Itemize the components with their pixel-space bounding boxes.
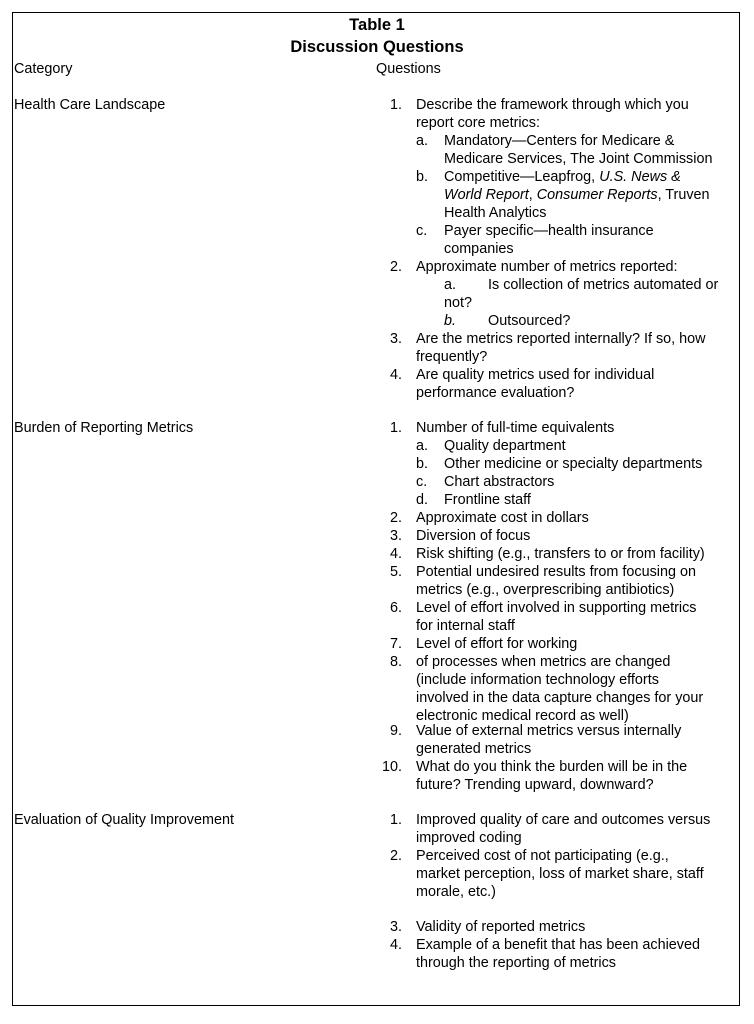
question-text: Level of effort for working (416, 636, 578, 652)
question-number: 4. (389, 937, 402, 953)
question-number: 8. (389, 654, 402, 670)
question-number: 2. (389, 848, 402, 864)
table-subtitle: Discussion Questions (290, 38, 464, 56)
question-text: Potential undesired results from focusing on (416, 564, 696, 580)
question-text: future? Trending upward, downward? (416, 777, 654, 793)
sub-item-text: Is collection of metrics automated or (488, 277, 719, 293)
question-number: 3. (389, 528, 402, 544)
question-number: 3. (389, 331, 402, 347)
sub-item-text: Chart abstractors (444, 474, 555, 490)
table-title: Table 1 (349, 16, 405, 34)
sub-item-text: Health Analytics (444, 205, 547, 221)
sub-item-text: Competitive—Leapfrog, U.S. News & (444, 169, 681, 185)
sub-item-text: Other medicine or specialty departments (444, 456, 703, 472)
sub-item-label: c. (416, 474, 428, 490)
question-text: (include information technology efforts (416, 672, 659, 688)
question-text: through the reporting of metrics (416, 955, 616, 971)
question-number: 1. (389, 812, 402, 828)
sub-item-text: Payer specific—health insurance (444, 223, 654, 239)
question-text: metrics (e.g., overprescribing antibiotics) (416, 582, 675, 598)
question-text: morale, etc.) (416, 884, 496, 900)
question-number: 4. (389, 367, 402, 383)
question-text: generated metrics (416, 741, 532, 757)
question-text: report core metrics: (416, 115, 540, 131)
question-text: Risk shifting (e.g., transfers to or from facility) (416, 546, 705, 562)
question-text: What do you think the burden will be in the (416, 759, 688, 775)
question-text: Approximate cost in dollars (416, 510, 589, 526)
sub-item-label: c. (416, 223, 428, 239)
question-text: improved coding (416, 830, 522, 846)
sub-item-label: b. (444, 313, 457, 329)
question-number: 1. (389, 420, 402, 436)
category-health-care-landscape: Health Care Landscape (14, 97, 166, 113)
sub-item-text: not? (444, 295, 473, 311)
question-text: Approximate number of metrics reported: (416, 259, 678, 275)
question-text: Are the metrics reported internally? If so, how (416, 331, 706, 347)
category-burden-of-reporting-metrics: Burden of Reporting Metrics (14, 420, 194, 436)
sub-item-label: b. (416, 456, 429, 472)
question-text: Example of a benefit that has been achieved (416, 937, 701, 953)
sub-item-text: Quality department (444, 438, 566, 454)
question-text: for internal staff (416, 618, 515, 634)
question-text: market perception, loss of market share, staff (416, 866, 704, 882)
category-evaluation-of-quality-improvement: Evaluation of Quality Improvement (14, 812, 234, 828)
question-number: 10. (381, 759, 402, 775)
question-number: 2. (389, 510, 402, 526)
question-number: 7. (389, 636, 402, 652)
sub-item-label: a. (416, 438, 429, 454)
question-number: 1. (389, 97, 402, 113)
question-number: 4. (389, 546, 402, 562)
sub-item-text: Mandatory—Centers for Medicare & (444, 133, 675, 149)
question-number: 3. (389, 919, 402, 935)
column-header-category: Category (14, 61, 73, 77)
column-header-questions: Questions (376, 61, 441, 77)
question-text: Diversion of focus (416, 528, 531, 544)
question-text: performance evaluation? (416, 385, 575, 401)
sub-item-text: Outsourced? (488, 313, 571, 329)
sub-item-label: a. (416, 133, 429, 149)
sub-item-label: b. (416, 169, 429, 185)
question-text: Number of full-time equivalents (416, 420, 615, 436)
question-text: Are quality metrics used for individual (416, 367, 655, 383)
question-text: Validity of reported metrics (416, 919, 586, 935)
question-text: Describe the framework through which you (416, 97, 689, 113)
question-text: involved in the data capture changes for your (416, 690, 704, 706)
question-number: 6. (389, 600, 402, 616)
question-text: frequently? (416, 349, 488, 365)
question-text: Improved quality of care and outcomes versus (416, 812, 711, 828)
question-text: of processes when metrics are changed (416, 654, 671, 670)
question-text: Perceived cost of not participating (e.g., (416, 848, 669, 864)
question-number: 5. (389, 564, 402, 580)
sub-item-text: World Report, Consumer Reports, Truven (444, 187, 710, 203)
sub-item-text: companies (444, 241, 514, 257)
question-text: Level of effort involved in supporting metrics (416, 600, 697, 616)
question-text: Value of external metrics versus internally (416, 723, 682, 739)
question-number: 2. (389, 259, 402, 275)
sub-item-text: Medicare Services, The Joint Commission (444, 151, 713, 167)
question-number: 9. (389, 723, 402, 739)
question-text: electronic medical record as well) (416, 708, 629, 724)
sub-item-label: a. (444, 277, 457, 293)
sub-item-label: d. (416, 492, 429, 508)
sub-item-text: Frontline staff (444, 492, 531, 508)
